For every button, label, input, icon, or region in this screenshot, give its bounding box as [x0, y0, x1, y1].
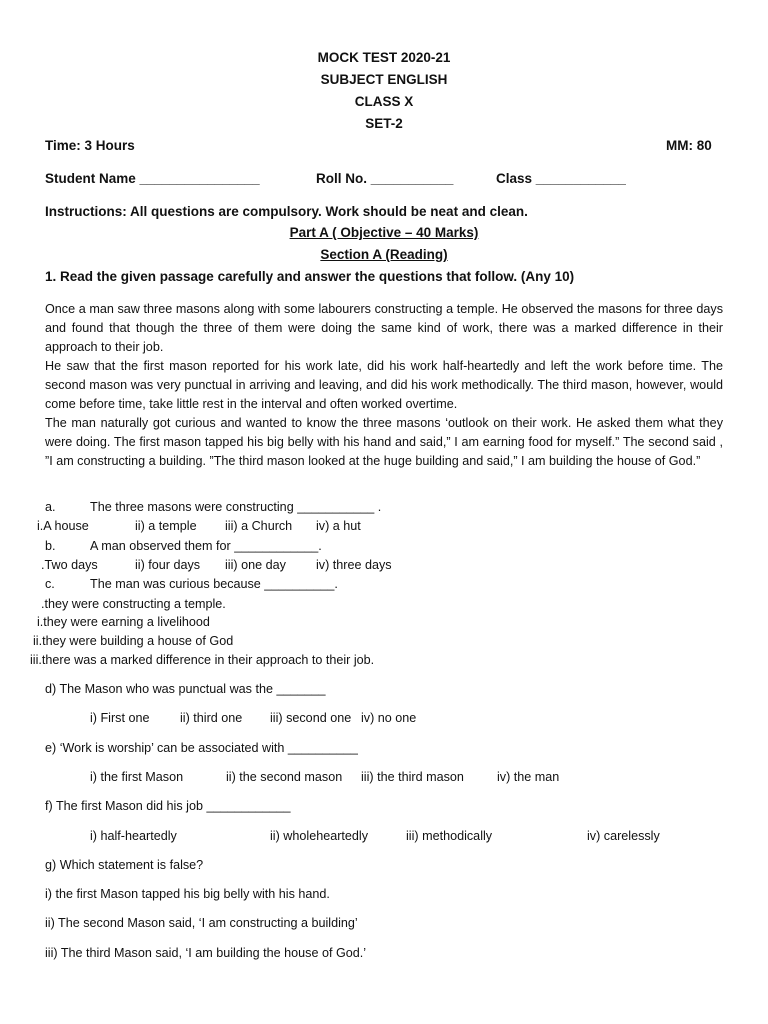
- instructions: Instructions: All questions are compulsory. Work should be neat and clean.: [45, 204, 528, 219]
- question-e-option-1: i) the first Mason: [90, 770, 184, 784]
- test-title: MOCK TEST 2020-21: [317, 50, 451, 65]
- question-b-option-2: ii) four days: [135, 558, 201, 572]
- set-heading: SET-2: [365, 116, 403, 131]
- class-field: Class ____________: [496, 171, 626, 186]
- question-g-statement-2: ii) The second Mason said, ‘I am constructing a building’: [45, 916, 358, 930]
- question-e-text: e) ‘Work is worship’ can be associated with __________: [45, 741, 358, 755]
- student-name-field: Student Name ________________: [45, 171, 260, 186]
- question-c-option-3: ii.they were building a house of God: [33, 634, 234, 648]
- question-g-text: g) Which statement is false?: [45, 858, 204, 872]
- question-a-label: a.: [45, 500, 56, 514]
- question-a-option-3: iii) a Church: [225, 519, 293, 533]
- question-f-text: f) The first Mason did his job ____________: [45, 799, 291, 813]
- max-marks-label: MM: 80: [666, 138, 712, 153]
- question-d-text: d) The Mason who was punctual was the _______: [45, 682, 326, 696]
- question-e-option-4: iv) the man: [497, 770, 560, 784]
- class-heading: CLASS X: [354, 94, 414, 109]
- question-b-option-3: iii) one day: [225, 558, 286, 572]
- passage-paragraph-2: He saw that the first mason reported for his work late, did his work half-heartedly and left the work before time. The second mason was very punctual in arriving and leaving, and did his work methodically. The third mason, however, would come before time, take little rest in the interval and often worked overtime.: [45, 359, 723, 411]
- question-a-option-1: i.A house: [37, 519, 89, 533]
- question-f-option-1: i) half-heartedly: [90, 829, 177, 843]
- passage-paragraph-3: The man naturally got curious and wanted to know the three masons ‘outlook on their work. He asked them what they were doing. The first mason tapped his big belly with his hand and said,” I am earning food for myself.” The second said , ”I am constructing a building. ”The third mason looked at the huge building and said,” I am building the house of God.”: [45, 416, 723, 468]
- question-e-option-2: ii) the second mason: [226, 770, 343, 784]
- question-c-label: c.: [45, 577, 55, 591]
- question-d-option-4: iv) no one: [361, 711, 417, 725]
- question-b-text: A man observed them for ____________.: [90, 539, 322, 553]
- question-c-option-2: i.they were earning a livelihood: [37, 615, 210, 629]
- question-d-option-3: iii) second one: [270, 711, 352, 725]
- part-heading: Part A ( Objective – 40 Marks): [289, 225, 479, 240]
- question-b-option-1: .Two days: [41, 558, 98, 572]
- question-1-prompt: 1. Read the given passage carefully and answer the questions that follow. (Any 10): [45, 269, 575, 284]
- question-c-option-1: .they were constructing a temple.: [41, 597, 226, 611]
- question-a-option-2: ii) a temple: [135, 519, 197, 533]
- roll-no-field: Roll No. ___________: [316, 171, 454, 186]
- question-d-option-1: i) First one: [90, 711, 150, 725]
- question-f-option-4: iv) carelessly: [587, 829, 660, 843]
- question-f-option-2: ii) wholeheartedly: [270, 829, 369, 843]
- passage-paragraph-1: Once a man saw three masons along with some labourers constructing a temple. He observed the masons for three days and found that though the three of them were doing the same kind of work, there was a marked difference in their approach to their job.: [45, 302, 723, 354]
- question-f-option-3: iii) methodically: [406, 829, 493, 843]
- question-e-option-3: iii) the third mason: [361, 770, 464, 784]
- question-c-option-4: iii.there was a marked difference in their approach to their job.: [30, 653, 375, 667]
- question-a-text: The three masons were constructing ___________ .: [90, 500, 382, 514]
- question-g-statement-1: i) the first Mason tapped his big belly with his hand.: [45, 887, 330, 901]
- question-d-option-2: ii) third one: [180, 711, 243, 725]
- question-a-option-4: iv) a hut: [316, 519, 361, 533]
- question-b-option-4: iv) three days: [316, 558, 392, 572]
- time-label: Time: 3 Hours: [45, 138, 135, 153]
- question-c-text: The man was curious because __________.: [90, 577, 338, 591]
- question-b-label: b.: [45, 539, 56, 553]
- subject-heading: SUBJECT ENGLISH: [320, 72, 448, 87]
- question-g-statement-3: iii) The third Mason said, ‘I am building the house of God.’: [45, 946, 367, 960]
- section-heading: Section A (Reading): [320, 247, 448, 262]
